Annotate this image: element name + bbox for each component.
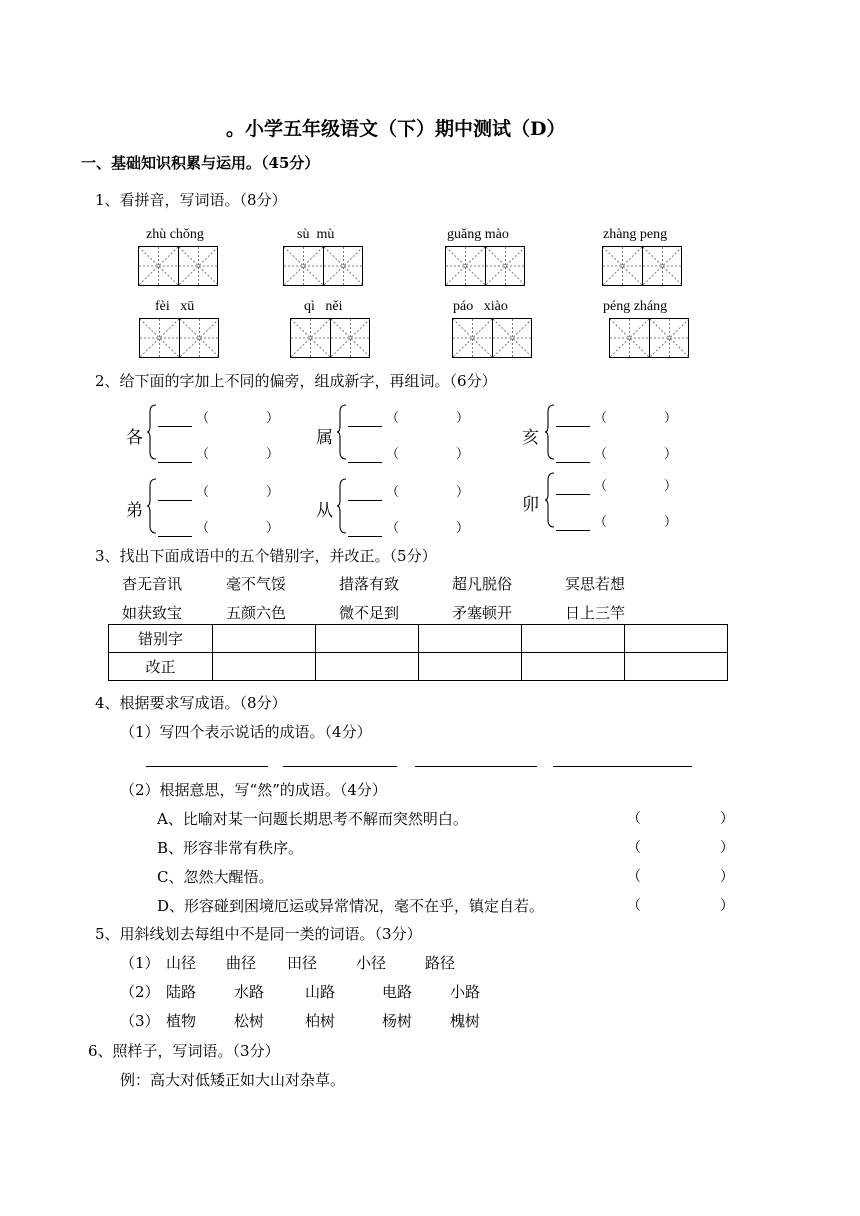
question-6-label: 6、照样子，写词语。（3分）: [88, 1042, 280, 1060]
cell-guide-lines: [493, 319, 532, 357]
writing-grid[interactable]: [452, 318, 532, 358]
option-text: A、比喻对某一问题长期思考不解而突然明白。: [157, 810, 468, 828]
grid-cell[interactable]: [642, 247, 681, 285]
paren-close: ）: [664, 515, 678, 530]
paren-close: ）: [266, 411, 280, 426]
paren-open: （: [594, 479, 608, 494]
answer-cell[interactable]: [213, 653, 316, 681]
root-character: 弟: [126, 501, 143, 521]
paren-open: （: [594, 447, 608, 462]
pinyin-label: péng zháng: [603, 299, 668, 314]
answer-cell[interactable]: [316, 625, 419, 653]
writing-grid[interactable]: [139, 318, 219, 358]
option-text: B、形容非常有秩序。: [157, 839, 304, 857]
option-text: C、忽然大醒悟。: [157, 868, 274, 886]
pinyin-label: qì něi: [304, 299, 343, 314]
group-number: （3）: [120, 1012, 160, 1030]
paren-close: ）: [664, 411, 678, 426]
writing-grid[interactable]: [290, 318, 370, 358]
word[interactable]: 松树: [234, 1012, 265, 1030]
paren-open: （: [594, 411, 608, 426]
idiom: 矛塞顿开: [452, 604, 513, 622]
grid-cell[interactable]: [453, 319, 492, 357]
question-1-label: 1、看拼音，写词语。（8分）: [95, 191, 287, 209]
cell-guide-lines: [650, 319, 689, 357]
grid-cell[interactable]: [291, 319, 330, 357]
group-number: （2）: [120, 983, 160, 1001]
paren-open: （: [196, 447, 210, 462]
answer-cell[interactable]: [419, 653, 522, 681]
pinyin-label: sù mù: [297, 227, 335, 242]
word[interactable]: 山径: [166, 954, 197, 972]
blank-line[interactable]: [348, 462, 382, 463]
cell-guide-lines: [180, 319, 219, 357]
brace-shape: [544, 404, 556, 460]
brace-shape: [146, 404, 158, 460]
paren-open: （: [386, 485, 400, 500]
cell-guide-lines: [331, 319, 370, 357]
blank-line[interactable]: [158, 462, 192, 463]
answer-paren-close: ）: [720, 869, 734, 885]
brace-shape: [336, 478, 348, 534]
group-number: （1）: [120, 954, 160, 972]
paren-open: （: [196, 485, 210, 500]
cell-guide-lines: [284, 247, 323, 285]
option-text: D、形容碰到困境厄运或异常情况，毫不在乎，镇定自若。: [157, 897, 545, 915]
cell-guide-lines: [446, 247, 485, 285]
answer-cell[interactable]: [625, 625, 728, 653]
cell-guide-lines: [643, 247, 682, 285]
root-character: 从: [316, 501, 333, 521]
root-character: 卯: [522, 495, 539, 515]
answer-paren-close: ）: [720, 898, 734, 914]
pinyin-label: páo xiào: [453, 299, 508, 314]
blank-line[interactable]: [556, 530, 590, 531]
answer-line[interactable]: [415, 766, 537, 767]
sub-question-label: （2）根据意思，写“然”的成语。（4分）: [120, 781, 387, 799]
grid-cell[interactable]: [179, 319, 218, 357]
answer-cell[interactable]: [522, 653, 625, 681]
paren-close: ）: [456, 485, 470, 500]
paren-open: （: [386, 521, 400, 536]
blank-line[interactable]: [348, 426, 382, 427]
paren-close: ）: [456, 447, 470, 462]
table-header-cell: 改正: [109, 653, 213, 681]
grid-cell[interactable]: [330, 319, 369, 357]
paren-close: ）: [664, 479, 678, 494]
paren-open: （: [196, 521, 210, 536]
page-title: 。小学五年级语文（下）期中测试（D）: [226, 118, 566, 140]
grid-cell[interactable]: [603, 247, 642, 285]
answer-line[interactable]: [146, 766, 268, 767]
cell-guide-lines: [291, 319, 330, 357]
idiom: 毫不气馁: [226, 575, 287, 593]
answer-cell[interactable]: [522, 625, 625, 653]
question-5-label: 5、用斜线划去每组中不是同一类的词语。（3分）: [95, 925, 422, 943]
brace-shape: [146, 478, 158, 534]
blank-line[interactable]: [158, 536, 192, 537]
word[interactable]: 陆路: [166, 983, 197, 1001]
writing-grid[interactable]: [609, 318, 689, 358]
blank-line[interactable]: [348, 536, 382, 537]
blank-line[interactable]: [158, 426, 192, 427]
idiom: 超凡脱俗: [452, 575, 513, 593]
grid-cell[interactable]: [139, 247, 178, 285]
cell-guide-lines: [139, 247, 178, 285]
sub-question-label: （1）写四个表示说话的成语。（4分）: [120, 723, 372, 741]
idiom: 五颜六色: [226, 604, 287, 622]
pinyin-label: zhù chǒng: [146, 227, 204, 242]
cell-guide-lines: [179, 247, 218, 285]
table-row: [109, 653, 728, 681]
question-4-label: 4、根据要求写成语。（8分）: [95, 694, 287, 712]
answer-paren-open: （: [627, 898, 641, 914]
idiom: 日上三竿: [565, 604, 626, 622]
answer-paren-open: （: [627, 811, 641, 827]
cell-guide-lines: [324, 247, 363, 285]
blank-line[interactable]: [348, 500, 382, 501]
answer-line[interactable]: [553, 766, 692, 767]
word[interactable]: 小路: [450, 983, 481, 1001]
pinyin-label: zhàng peng: [603, 227, 668, 242]
example-text: 例：高大对低矮正如大山对杂草。: [120, 1071, 346, 1089]
idiom: 杳无音讯: [122, 575, 183, 593]
paren-close: ）: [664, 447, 678, 462]
word[interactable]: 水路: [234, 983, 265, 1001]
paren-close: ）: [266, 485, 280, 500]
question-3-label: 3、找出下面成语中的五个错别字，并改正。（5分）: [95, 547, 437, 565]
root-character: 亥: [522, 428, 539, 448]
answer-line[interactable]: [283, 766, 397, 767]
paren-close: ）: [456, 411, 470, 426]
pinyin-label: guǎng mào: [447, 227, 509, 242]
paren-open: （: [386, 411, 400, 426]
table-row: [109, 625, 728, 653]
word[interactable]: 路径: [425, 954, 456, 972]
answer-cell[interactable]: [419, 625, 522, 653]
paren-open: （: [196, 411, 210, 426]
grid-cell[interactable]: [178, 247, 217, 285]
cell-guide-lines: [610, 319, 649, 357]
paren-close: ）: [266, 447, 280, 462]
brace-shape: [544, 472, 556, 528]
idiom: 微不足到: [339, 604, 400, 622]
word[interactable]: 山路: [305, 983, 336, 1001]
writing-grid[interactable]: [283, 246, 363, 286]
cell-guide-lines: [140, 319, 179, 357]
word[interactable]: 曲径: [226, 954, 257, 972]
word[interactable]: 槐树: [450, 1012, 481, 1030]
blank-line[interactable]: [556, 462, 590, 463]
word[interactable]: 田径: [287, 954, 318, 972]
word[interactable]: 植物: [166, 1012, 197, 1030]
grid-cell[interactable]: [610, 319, 649, 357]
writing-grid[interactable]: [138, 246, 218, 286]
answer-paren-open: （: [627, 840, 641, 856]
grid-cell[interactable]: [323, 247, 362, 285]
word[interactable]: 电路: [382, 983, 413, 1001]
cell-guide-lines: [486, 247, 525, 285]
brace-shape: [336, 404, 348, 460]
paren-close: ）: [266, 521, 280, 536]
idiom: 如获致宝: [122, 604, 183, 622]
writing-grid[interactable]: [445, 246, 525, 286]
grid-cell[interactable]: [649, 319, 688, 357]
blank-line[interactable]: [556, 426, 590, 427]
answer-cell[interactable]: [625, 653, 728, 681]
answer-paren-close: ）: [720, 840, 734, 856]
writing-grid[interactable]: [602, 246, 682, 286]
correction-table: [108, 624, 728, 681]
pinyin-label: fèi xū: [155, 299, 195, 314]
answer-paren-open: （: [627, 869, 641, 885]
section-heading: 一、基础知识积累与运用。（45分）: [81, 154, 320, 172]
word[interactable]: 柏树: [305, 1012, 336, 1030]
idiom: 冥思若想: [565, 575, 626, 593]
root-character: 各: [126, 428, 143, 448]
blank-line[interactable]: [158, 500, 192, 501]
idiom: 措落有致: [339, 575, 400, 593]
grid-cell[interactable]: [492, 319, 531, 357]
grid-cell[interactable]: [485, 247, 524, 285]
grid-cell[interactable]: [140, 319, 179, 357]
word[interactable]: 小径: [356, 954, 387, 972]
grid-cell[interactable]: [284, 247, 323, 285]
word[interactable]: 杨树: [382, 1012, 413, 1030]
table-header-cell: 错别字: [109, 625, 213, 653]
paren-close: ）: [456, 521, 470, 536]
paren-open: （: [386, 447, 400, 462]
answer-cell[interactable]: [316, 653, 419, 681]
paren-open: （: [594, 515, 608, 530]
answer-paren-close: ）: [720, 811, 734, 827]
cell-guide-lines: [603, 247, 642, 285]
question-2-label: 2、给下面的字加上不同的偏旁，组成新字，再组词。（6分）: [95, 372, 497, 390]
grid-cell[interactable]: [446, 247, 485, 285]
cell-guide-lines: [453, 319, 492, 357]
blank-line[interactable]: [556, 494, 590, 495]
answer-cell[interactable]: [213, 625, 316, 653]
root-character: 属: [316, 428, 333, 448]
